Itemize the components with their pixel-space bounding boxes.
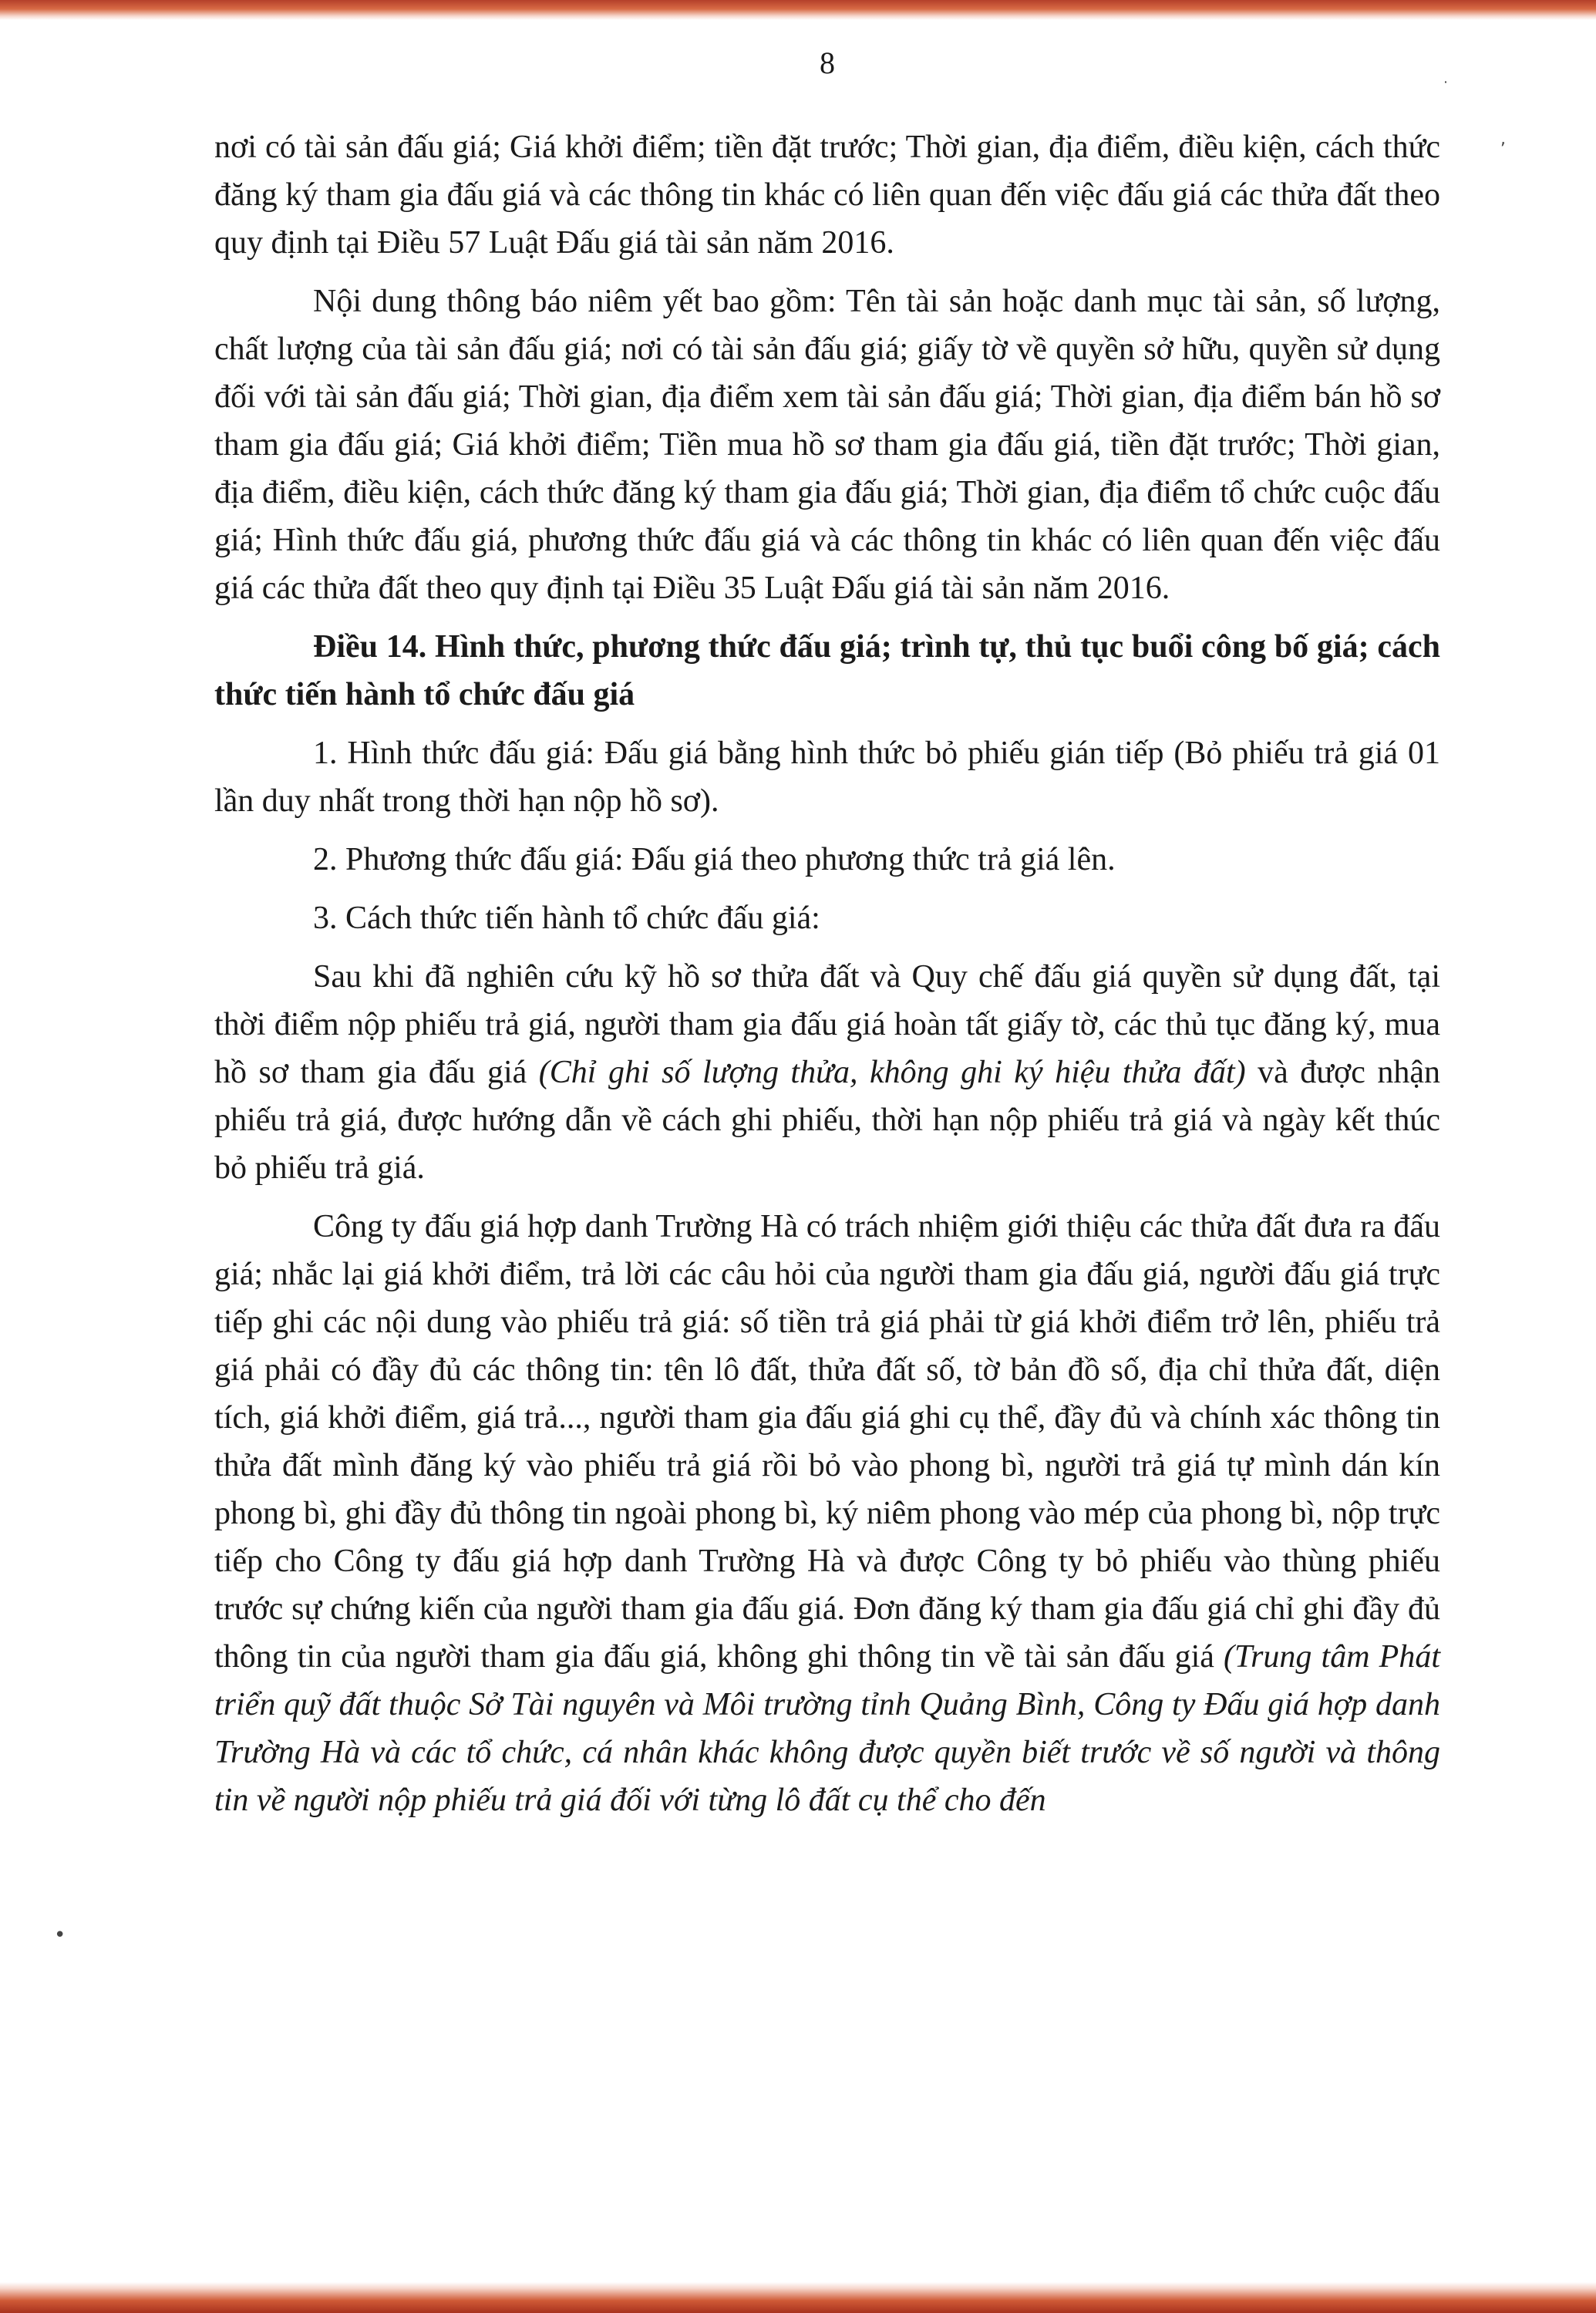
text-run: Công ty đấu giá hợp danh Trường Hà có trách nhiệm giới thiệu các thửa đất đưa ra đấu giá; nhắc lại giá khởi điểm, trả lời các câu hỏi của người tham gia đấu giá, người đấu giá trực tiếp ghi các nội dung vào phiếu trả giá: số tiền trả giá phải từ giá khởi điểm trở lên, phiếu trả giá phải có đầy đủ các thông tin: tên lô đất, thửa đất số, tờ bản đồ số, địa chỉ thửa đất, diện tích, giá khởi điểm, giá trả..., người tham gia đấu giá ghi cụ thể, đầy đủ và chính xác thông tin thửa đất mình đăng ký vào phiếu trả giá rồi bỏ vào phong bì, người trả giá tự mình dán kín phong bì, ghi đầy đủ thông tin ngoài phong bì, ký niêm phong vào mép của phong bì, nộp trực tiếp cho Công ty đấu giá hợp danh Trường Hà và được Công ty bỏ phiếu vào thùng phiếu trước sự chứng kiến của người tham gia đấu giá. Đơn đăng ký tham gia đấu giá chỉ ghi đầy đủ thông tin của người tham gia đấu giá, không ghi thông tin về tài sản đấu giá (214, 1209, 1440, 1675)
paragraph-company-responsibility (214, 1203, 1440, 1824)
clause-1-auction-form: 1. Hình thức đấu giá: Đấu giá bằng hình thức bỏ phiếu gián tiếp (Bỏ phiếu trả giá 01 lần duy nhất trong thời hạn nộp hồ sơ). (214, 736, 1440, 819)
italic-note: (Chỉ ghi số lượng thửa, không ghi ký hiệu thửa đất) (538, 1055, 1246, 1090)
paragraph-notice-content: Nội dung thông báo niêm yết bao gồm: Tên tài sản hoặc danh mục tài sản, số lượng, chất lượng của tài sản đấu giá; nơi có tài sản đấu giá; giấy tờ về quyền sở hữu, quyền sử dụng đối với tài sản đấu giá; Thời gian, địa điểm xem tài sản đấu giá; Thời gian, địa điểm bán hồ sơ tham gia đấu giá; Giá khởi điểm; Tiền mua hồ sơ tham gia đấu giá, tiền đặt trước; Thời gian, địa điểm, điều kiện, cách thức đăng ký tham gia đấu giá; Thời gian, địa điểm tổ chức cuộc đấu giá; Hình thức đấu giá, phương thức đấu giá và các thông tin khác có liên quan đến việc đấu giá các thửa đất theo quy định tại Điều 35 Luật Đấu giá tài sản năm 2016. (214, 284, 1440, 606)
page-bottom-edge (0, 2282, 1596, 2313)
document-page (214, 40, 1440, 1835)
paragraph-bid-preparation (214, 953, 1440, 1192)
text-run: và được nhận phiếu trả giá, được hướng dẫn về cách ghi phiếu, thời hạn nộp phiếu trả giá và ngày kết thúc bỏ phiếu trả giá. (214, 1055, 1441, 1186)
clause-3-procedure-title: 3. Cách thức tiến hành tổ chức đấu giá: (313, 901, 820, 936)
italic-note: (Trung tâm Phát triển quỹ đất thuộc Sở Tài nguyên và Môi trường tỉnh Quảng Bình, Công ty Đấu giá hợp danh Trường Hà và các tổ chức, cá nhân khác không được quyền biết trước về số người và thông tin về người nộp phiếu trả giá đối với từng lô đất cụ thể cho đến (214, 1639, 1440, 1818)
scan-speck: • (54, 1924, 66, 1947)
scan-speck: , (1500, 130, 1506, 149)
page-number: 8 (820, 45, 835, 80)
article-14-heading: Điều 14. Hình thức, phương thức đấu giá; trình tự, thủ tục buổi công bố giá; cách thức tiến hành tổ chức đấu giá (214, 629, 1440, 712)
text-run: Sau khi đã nghiên cứu kỹ hồ sơ thửa đất và Quy chế đấu giá quyền sử dụng đất, tại thời điểm nộp phiếu trả giá, người tham gia đấu giá hoàn tất giấy tờ, các thủ tục đăng ký, mua hồ sơ tham gia đấu giá (214, 959, 1440, 1090)
page-top-edge (0, 0, 1596, 20)
clause-2-auction-method: 2. Phương thức đấu giá: Đấu giá theo phương thức trả giá lên. (313, 842, 1116, 877)
scan-speck: ˙ (1442, 79, 1450, 97)
paragraph-continued: nơi có tài sản đấu giá; Giá khởi điểm; tiền đặt trước; Thời gian, địa điểm, điều kiện, cách thức đăng ký tham gia đấu giá và các thông tin khác có liên quan đến việc đấu giá các thửa đất theo quy định tại Điều 57 Luật Đấu giá tài sản năm 2016. (214, 130, 1440, 261)
